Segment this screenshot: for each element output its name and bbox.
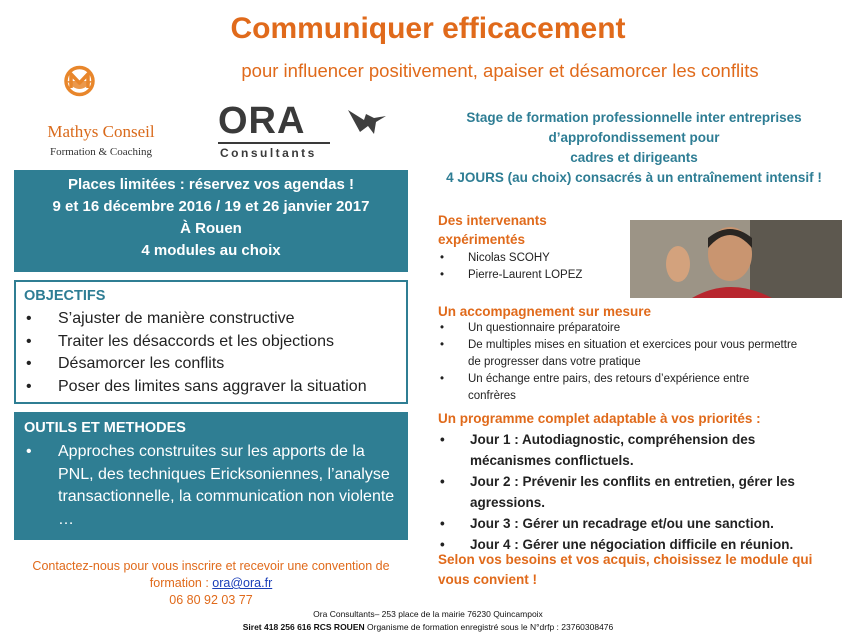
list-item: • Jour 2 : Prévenir les conflits en entretien, gérer les agressions. — [438, 471, 828, 513]
intervenants-title: Des intervenants expérimentés — [438, 213, 547, 247]
list-item: • Jour 1 : Autodiagnostic, compréhension des mécanismes conflictuels. — [438, 429, 828, 471]
dates-line-4: 4 modules au choix — [141, 242, 281, 259]
stage-line-3: cadres et dirigeants — [570, 150, 698, 165]
list-item: • Traiter les désaccords et les objections — [24, 331, 404, 354]
footer-legal — [0, 621, 856, 634]
list-item: • Pierre-Laurent LOPEZ — [438, 267, 638, 284]
page-title: Communiquer efficacement — [230, 12, 626, 45]
stage-line-4: 4 JOURS (au choix) consacrés à un entraînement intensif ! — [446, 170, 822, 185]
footer-address: Ora Consultants– 253 place de la mairie 76230 Quincampoix — [313, 609, 543, 619]
list-item: • Jour 4 : Gérer une négociation difficile en réunion. — [438, 534, 828, 555]
list-item: • S’ajuster de manière constructive — [24, 308, 404, 331]
contact-line-2 — [14, 575, 408, 592]
contact-phone: 06 80 92 03 77 — [169, 593, 253, 607]
list-item: • Nicolas SCOHY — [438, 250, 638, 267]
outils-list — [24, 441, 404, 531]
objectifs-list — [24, 308, 404, 398]
dates-line-3: À Rouen — [180, 220, 242, 237]
stage-line-1: Stage de formation professionnelle inter entreprises — [466, 110, 802, 125]
contact-line-1: Contactez-nous pour vous inscrire et recevoir une convention de — [32, 559, 390, 573]
outils-title: OUTILS ET METHODES — [24, 420, 186, 436]
accompagnement-title: Un accompagnement sur mesure — [438, 304, 652, 319]
stage-line-2: d’approfondissement pour — [548, 130, 720, 145]
trainer-photo — [630, 220, 842, 298]
footer-registration: Organisme de formation enregistré sous le N°drfp : 23760308476 — [364, 622, 614, 632]
email-link[interactable]: ora@ora.fr — [212, 576, 273, 590]
hummingbird-icon — [344, 104, 388, 144]
page-subtitle: pour influencer positivement, apaiser et désamorcer les conflits — [241, 60, 759, 81]
legal-footer — [0, 608, 856, 634]
programme-list — [438, 429, 828, 555]
stage-description — [418, 108, 850, 188]
intervenants-list — [438, 250, 638, 284]
mathys-tagline: Formation & Coaching — [49, 146, 153, 158]
mathys-brand-name: Mathys Conseil — [47, 122, 155, 141]
dates-line-1: Places limitées : réservez vos agendas ! — [68, 176, 354, 193]
mathys-m-icon — [62, 62, 132, 120]
contact-prefix: formation : — [149, 576, 213, 590]
list-item: • Un questionnaire préparatoire — [438, 320, 798, 337]
contact-block — [14, 558, 408, 609]
programme-title: Un programme complet adaptable à vos priorités : — [438, 411, 761, 426]
footer-siret: Siret 418 256 616 RCS ROUEN — [242, 622, 365, 632]
objectifs-title: OBJECTIFS — [24, 288, 106, 304]
list-item: • Jour 3 : Gérer un recadrage et/ou une sanction. — [438, 513, 828, 534]
dates-line-2: 9 et 16 décembre 2016 / 19 et 26 janvier 2017 — [52, 198, 370, 215]
accompagnement-list — [438, 320, 798, 405]
list-item: • Désamorcer les conflits — [24, 353, 404, 376]
ora-logo-subtitle: Consultants — [220, 146, 317, 160]
ora-logo-rule — [218, 142, 330, 144]
list-item: • Poser des limites sans aggraver la situation — [24, 376, 404, 399]
list-item: • Un échange entre pairs, des retours d’expérience entre confrères — [438, 371, 798, 405]
ora-logo-wordmark: ORA — [218, 100, 306, 142]
list-item: • Approches construites sur les apports de la PNL, des techniques Ericksoniennes, l’analyse transactionnelle, la communication non violente … — [24, 441, 404, 531]
dates-box — [14, 170, 408, 272]
list-item: • De multiples mises en situation et exercices pour vous permettre de progresser dans votre pratique — [438, 337, 798, 371]
trainer-photo-illustration — [630, 220, 842, 298]
programme-footer: Selon vos besoins et vos acquis, choisissez le module qui vous convient ! — [438, 552, 813, 587]
